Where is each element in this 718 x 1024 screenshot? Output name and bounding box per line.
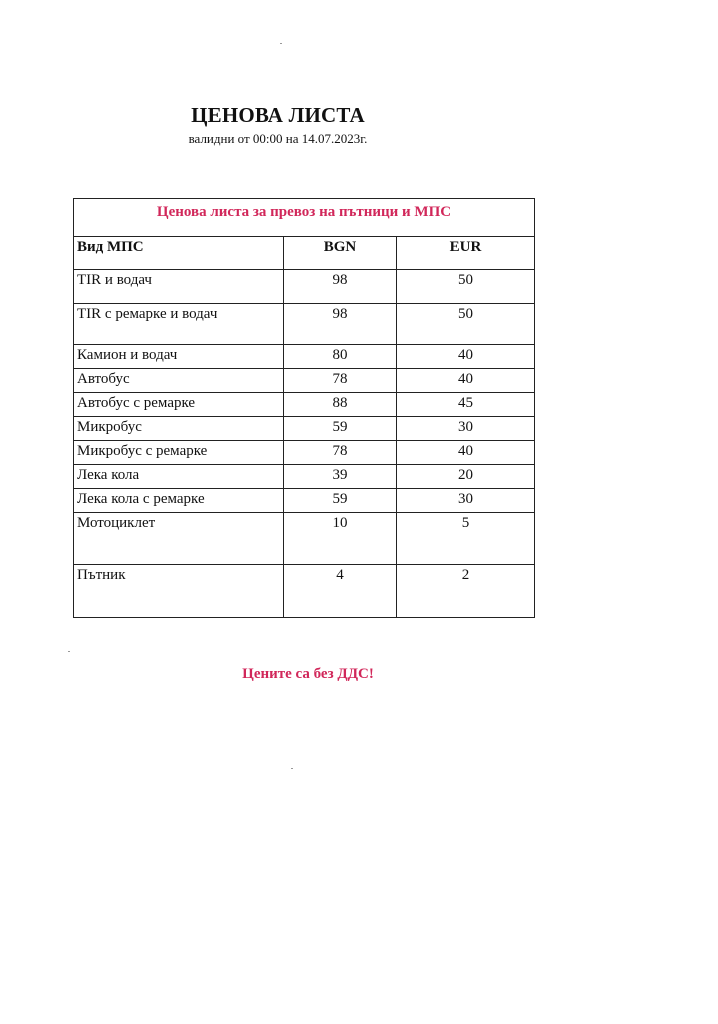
table-row xyxy=(74,417,535,441)
price-bgn: 98 xyxy=(284,270,397,304)
vehicle-name: Микробус с ремарке xyxy=(74,441,284,465)
price-bgn: 59 xyxy=(284,489,397,513)
vehicle-name: TIR с ремарке и водач xyxy=(74,304,284,345)
price-bgn: 78 xyxy=(284,369,397,393)
vehicle-name: Микробус xyxy=(74,417,284,441)
vehicle-name: TIR и водач xyxy=(74,270,284,304)
price-bgn: 88 xyxy=(284,393,397,417)
table-row xyxy=(74,441,535,465)
vehicle-name: Камион и водач xyxy=(74,345,284,369)
price-eur: 5 xyxy=(397,513,535,565)
price-eur: 20 xyxy=(397,465,535,489)
price-bgn: 59 xyxy=(284,417,397,441)
column-header-vehicle-type: Вид МПС xyxy=(74,237,284,270)
price-bgn: 39 xyxy=(284,465,397,489)
table-row xyxy=(74,304,535,345)
price-eur: 40 xyxy=(397,369,535,393)
table-row xyxy=(74,513,535,565)
price-bgn: 80 xyxy=(284,345,397,369)
table-caption: Ценова листа за превоз на пътници и МПС xyxy=(74,199,535,237)
vehicle-name: Автобус с ремарке xyxy=(74,393,284,417)
table-row xyxy=(74,465,535,489)
table-row xyxy=(74,345,535,369)
scan-speck xyxy=(280,43,282,44)
price-bgn: 78 xyxy=(284,441,397,465)
price-eur: 40 xyxy=(397,441,535,465)
column-header-bgn: BGN xyxy=(284,237,397,270)
vehicle-name: Лека кола с ремарке xyxy=(74,489,284,513)
column-header-eur: EUR xyxy=(397,237,535,270)
table-row xyxy=(74,489,535,513)
price-bgn: 98 xyxy=(284,304,397,345)
vehicle-name: Пътник xyxy=(74,565,284,618)
vehicle-name: Лека кола xyxy=(74,465,284,489)
price-table xyxy=(73,198,535,618)
scan-speck xyxy=(291,768,293,769)
vat-note: Цените са без ДДС! xyxy=(242,666,374,682)
table-row xyxy=(74,393,535,417)
price-bgn: 10 xyxy=(284,513,397,565)
price-eur: 40 xyxy=(397,345,535,369)
vehicle-name: Мотоциклет xyxy=(74,513,284,565)
page-title: ЦЕНОВА ЛИСТА xyxy=(191,103,365,127)
table-row xyxy=(74,270,535,304)
table-row xyxy=(74,565,535,618)
price-eur: 45 xyxy=(397,393,535,417)
price-bgn: 4 xyxy=(284,565,397,618)
price-eur: 30 xyxy=(397,417,535,441)
table-row xyxy=(74,369,535,393)
price-eur: 50 xyxy=(397,304,535,345)
price-eur: 50 xyxy=(397,270,535,304)
price-eur: 30 xyxy=(397,489,535,513)
vehicle-name: Автобус xyxy=(74,369,284,393)
price-eur: 2 xyxy=(397,565,535,618)
validity-subtitle: валидни от 00:00 на 14.07.2023г. xyxy=(188,131,368,146)
scan-speck xyxy=(68,651,70,652)
